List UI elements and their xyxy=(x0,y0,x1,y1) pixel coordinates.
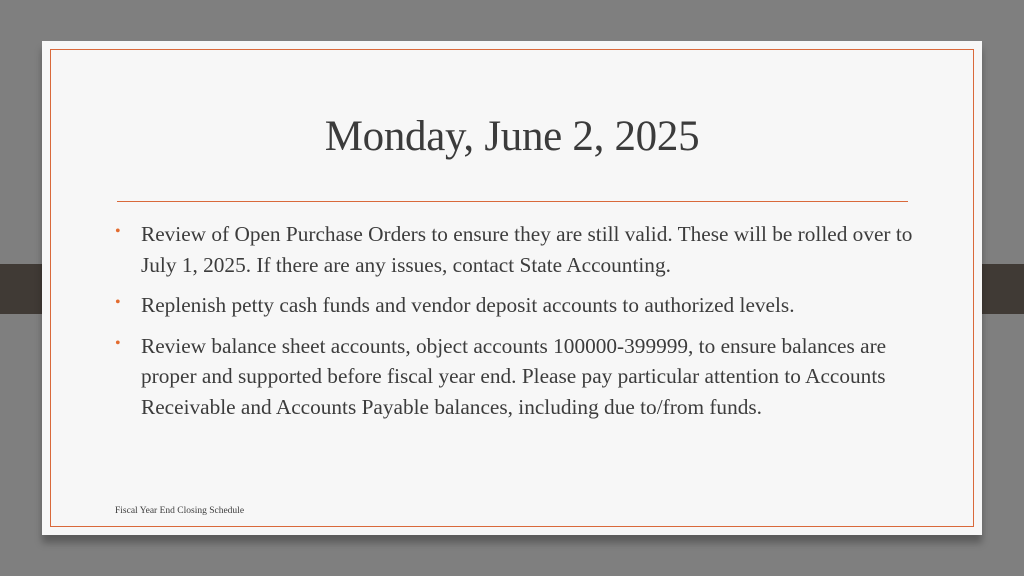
bullet-item xyxy=(115,331,915,423)
bullet-dot-icon: • xyxy=(115,334,121,352)
bullet-text: Replenish petty cash funds and vendor deposit accounts to authorized levels. xyxy=(141,293,795,317)
bullet-dot-icon: • xyxy=(115,294,121,311)
slide xyxy=(42,41,982,535)
slide-footer: Fiscal Year End Closing Schedule xyxy=(115,506,245,516)
bullet-text: Review balance sheet accounts, object accounts 100000-399999, to ensure balances are proper and supported before fiscal year end. Please pay particular attention to Accounts Receivable and Accounts Payable balances, including due to/from funds. xyxy=(141,333,887,419)
bullet-item xyxy=(115,290,915,321)
bullet-dot-icon: • xyxy=(115,223,121,240)
slide-title: Monday, June 2, 2025 xyxy=(324,113,700,160)
bullet-item xyxy=(115,219,915,280)
bullet-text: Review of Open Purchase Orders to ensure they are still valid. These will be rolled over to July 1, 2025. If there are any issues, contact State Accounting. xyxy=(141,222,913,277)
bullet-list xyxy=(115,219,915,432)
title-divider xyxy=(117,201,908,202)
